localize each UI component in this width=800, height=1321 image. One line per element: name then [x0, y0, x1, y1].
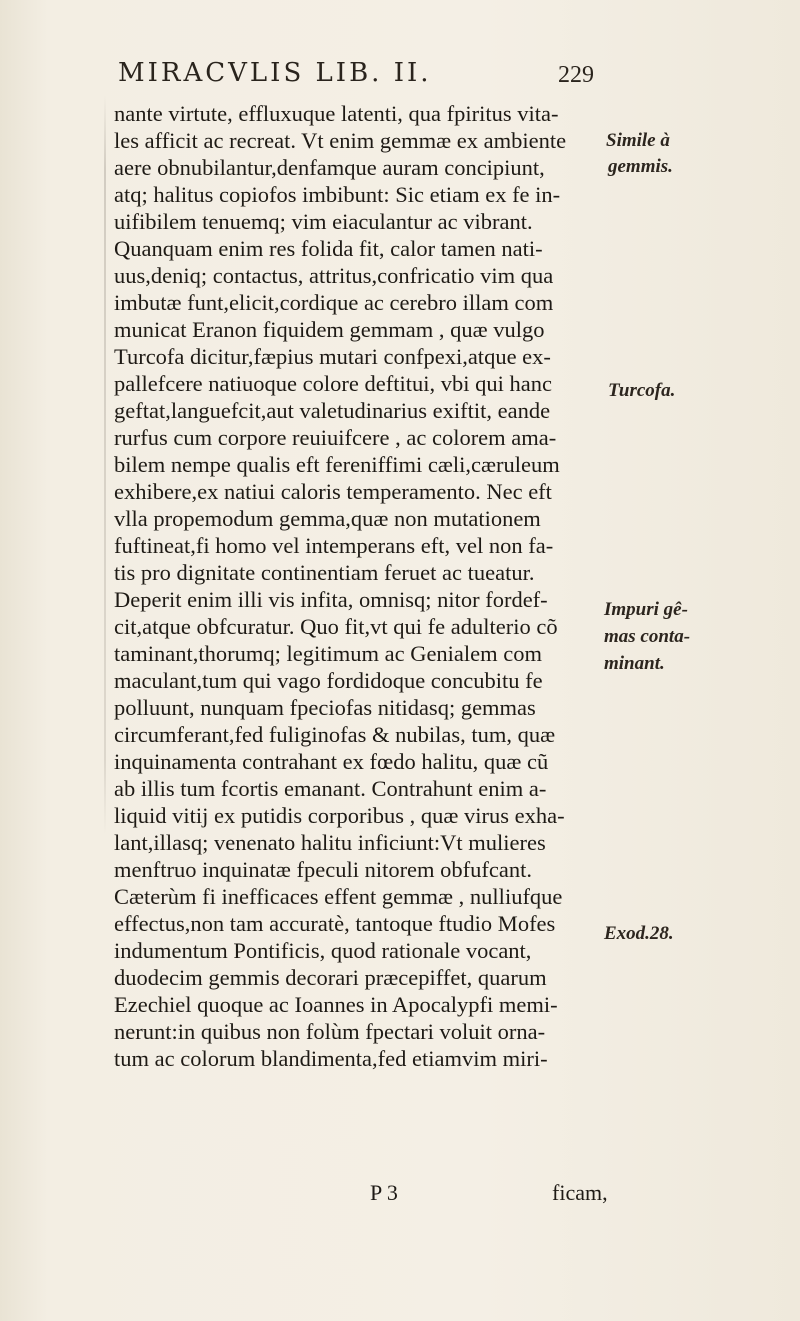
text-line: geftat,languefcit,aut valetudinarius exiftit, eande — [114, 398, 551, 423]
text-line: uus,deniq; contactus, attritus,confricatio vim qua — [114, 263, 554, 288]
running-head: MIRACVLIS LIB. II. — [118, 58, 432, 88]
text-line: municat Eranon fiquidem gemmam , quæ vulgo — [114, 317, 545, 342]
text-line: exhibere,ex natiui caloris temperamento. Nec eft — [114, 479, 552, 504]
signature-mark: P 3 — [370, 1180, 398, 1205]
text-line: effectus,non tam accuratè, tantoque ftudio Mofes — [114, 911, 556, 936]
page-header — [118, 58, 638, 98]
text-line: menftruo inquinatæ fpeculi nitorem obfufcant. — [114, 857, 533, 882]
text-line: cit,atque obfcuratur. Quo fit,vt qui fe adulterio cõ — [114, 614, 558, 639]
text-line: Ezechiel quoque ac Ioannes in Apocalypfi memi- — [114, 992, 558, 1017]
text-line: ab illis tum fcortis emanant. Contrahunt enim a- — [114, 776, 547, 801]
text-line: liquid vitij ex putidis corporibus , quæ virus exha- — [114, 803, 565, 828]
margin-note-turcosa: Turcofa. — [608, 380, 676, 401]
margin-note-impuri-end: minant. — [604, 653, 665, 674]
text-line: les afficit ac recreat. Vt enim gemmæ ex ambiente — [114, 128, 567, 153]
text-line: aere obnubilantur,denfamque auram concipiunt, — [114, 155, 545, 180]
text-line: tum ac colorum blandimenta,fed etiamvim miri- — [114, 1046, 548, 1071]
text-line: uifibilem tenuemq; vim eiaculantur ac vibrant. — [114, 209, 533, 234]
margin-note-simile-cont: gemmis. — [608, 156, 673, 177]
text-line: rurfus cum corpore reuiuifcere , ac colorem ama- — [114, 425, 557, 450]
text-line: indumentum Pontificis, quod rationale vocant, — [114, 938, 532, 963]
margin-notes — [604, 0, 800, 1321]
text-line: inquinamenta contrahant ex fœdo halitu, quæ cũ — [114, 749, 549, 774]
catchword: ficam, — [552, 1180, 608, 1205]
text-line: Deperit enim illi vis infita, omnisq; nitor fordef- — [114, 587, 548, 612]
text-line: nerunt:in quibus non folùm fpectari voluit orna- — [114, 1019, 546, 1044]
text-line: atq; halitus copiofos imbibunt: Sic etiam ex fe in- — [114, 182, 561, 207]
margin-note-simile: Simile à — [606, 130, 670, 151]
text-line: circumferant,fed fuliginofas & nubilas, tum, quæ — [114, 722, 556, 747]
text-line: pallefcere natiuoque colore deftitui, vbi qui hanc — [114, 371, 552, 396]
page-footer — [0, 1180, 800, 1220]
text-line: tis pro dignitate continentiam feruet ac tueatur. — [114, 560, 535, 585]
text-line: bilem nempe qualis eft fereniffimi cæli,cæruleum — [114, 452, 560, 477]
text-line: Quanquam enim res folida fit, calor tamen nati- — [114, 236, 543, 261]
margin-note-exodus: Exod.28. — [604, 923, 674, 944]
text-line: fuftineat,fi homo vel intemperans eft, vel non fa- — [114, 533, 554, 558]
text-line: lant,illasq; venenato halitu inficiunt:Vt mulieres — [114, 830, 546, 855]
text-line: polluunt, nunquam fpeciofas nitidasq; gemmas — [114, 695, 536, 720]
text-line: Turcofa dicitur,fæpius mutari confpexi,atque ex- — [114, 344, 551, 369]
page-number: 229 — [558, 62, 594, 88]
gutter-shadow — [104, 95, 106, 835]
text-line: taminant,thorumq; legitimum ac Genialem com — [114, 641, 543, 666]
text-line: imbutæ funt,elicit,cordique ac cerebro illam com — [114, 290, 554, 315]
text-line: duodecim gemmis decorari præcepiffet, quarum — [114, 965, 547, 990]
text-line: maculant,tum qui vago fordidoque concubitu fe — [114, 668, 543, 693]
margin-note-impuri-cont: mas conta- — [604, 626, 691, 647]
text-line: vlla propemodum gemma,quæ non mutationem — [114, 506, 541, 531]
text-line: nante virtute, effluxuque latenti, qua fpiritus vita- — [114, 101, 559, 126]
margin-note-impuri: Impuri gê- — [604, 599, 688, 620]
text-line: Cæterùm fi inefficaces effent gemmæ , nulliufque — [114, 884, 563, 909]
